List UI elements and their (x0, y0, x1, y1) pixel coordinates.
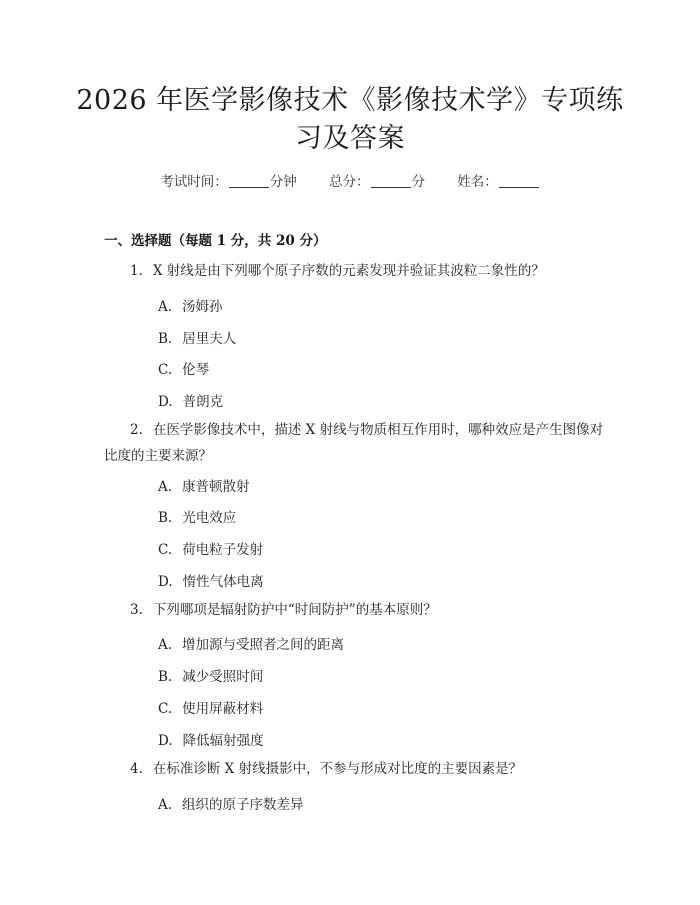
exam-time-blank (229, 187, 269, 188)
option-letter: C. (158, 542, 173, 558)
option-letter: A. (158, 637, 173, 653)
option-text: 光电效应 (182, 510, 237, 526)
exam-meta (0, 170, 700, 190)
option-text: 惰性气体电离 (182, 574, 264, 590)
option-letter: A. (158, 299, 173, 315)
option-text: 居里夫人 (182, 331, 237, 347)
option-text: 康普顿散射 (182, 479, 250, 495)
question-1 (104, 258, 604, 284)
option-letter: B. (158, 669, 173, 685)
option-text: 普朗克 (182, 394, 224, 410)
option-letter: D. (158, 574, 173, 590)
question-text: 下列哪项是辐射防护中“时间防护”的基本原则？ (152, 602, 437, 618)
question-1-option-d (158, 390, 223, 410)
option-letter: D. (158, 394, 173, 410)
question-3-option-a (158, 633, 344, 653)
section-heading: 一、选择题（每题 1 分，共 20 分） (104, 233, 327, 249)
exam-time-label: 考试时间： (160, 174, 228, 190)
question-number: 3. (130, 602, 143, 618)
question-text: 在标准诊断 X 射线摄影中，不参与形成对比度的主要因素是？ (152, 761, 523, 777)
total-score-field (329, 174, 425, 190)
question-number: 4. (130, 761, 143, 777)
option-text: 荷电粒子发射 (182, 542, 264, 558)
question-2-option-b (158, 506, 236, 526)
total-score-blank (371, 187, 411, 188)
option-text: 组织的原子序数差异 (182, 797, 304, 813)
question-3-option-d (158, 729, 264, 749)
name-field (457, 174, 540, 190)
question-1-option-c (158, 358, 209, 378)
option-letter: A. (158, 797, 173, 813)
option-letter: C. (158, 701, 173, 717)
option-letter: B. (158, 510, 173, 526)
document-title-line-2: 习及答案 (295, 123, 405, 154)
question-3 (104, 597, 604, 623)
option-text: 降低辐射强度 (182, 733, 264, 749)
question-2-option-a (158, 475, 250, 495)
question-1-option-b (158, 327, 236, 347)
question-text: 在医学影像技术中，描述 X 射线与物质相互作用时，哪种效应是产生图像对比度的主要来源？ (104, 422, 604, 464)
option-letter: A. (158, 479, 173, 495)
question-number: 1. (130, 263, 143, 279)
question-number: 2. (130, 422, 143, 438)
name-blank (499, 187, 539, 188)
name-label: 姓名： (457, 174, 498, 190)
total-score-unit: 分 (411, 174, 425, 190)
option-text: 伦琴 (182, 362, 210, 378)
option-letter: B. (158, 331, 173, 347)
question-4 (104, 756, 604, 782)
option-text: 使用屏蔽材料 (182, 701, 264, 717)
question-2-option-d (158, 570, 264, 590)
option-text: 减少受照时间 (182, 669, 264, 685)
question-3-option-b (158, 665, 263, 685)
document-title-line-1: 2026 年医学影像技术《影像技术学》专项练 (76, 85, 624, 116)
question-1-option-a (158, 295, 223, 315)
question-2 (104, 417, 604, 469)
option-text: 汤姆孙 (182, 299, 223, 315)
total-score-label: 总分： (329, 174, 370, 190)
option-letter: C. (158, 362, 173, 378)
question-2-option-c (158, 538, 263, 558)
question-3-option-c (158, 697, 263, 717)
question-text: X 射线是由下列哪个原子序数的元素发现并验证其波粒二象性的？ (152, 263, 545, 279)
option-letter: D. (158, 733, 173, 749)
question-4-option-a (158, 793, 304, 813)
exam-time-unit: 分钟 (269, 174, 297, 190)
exam-time-field (160, 174, 297, 190)
option-text: 增加源与受照者之间的距离 (182, 637, 345, 653)
